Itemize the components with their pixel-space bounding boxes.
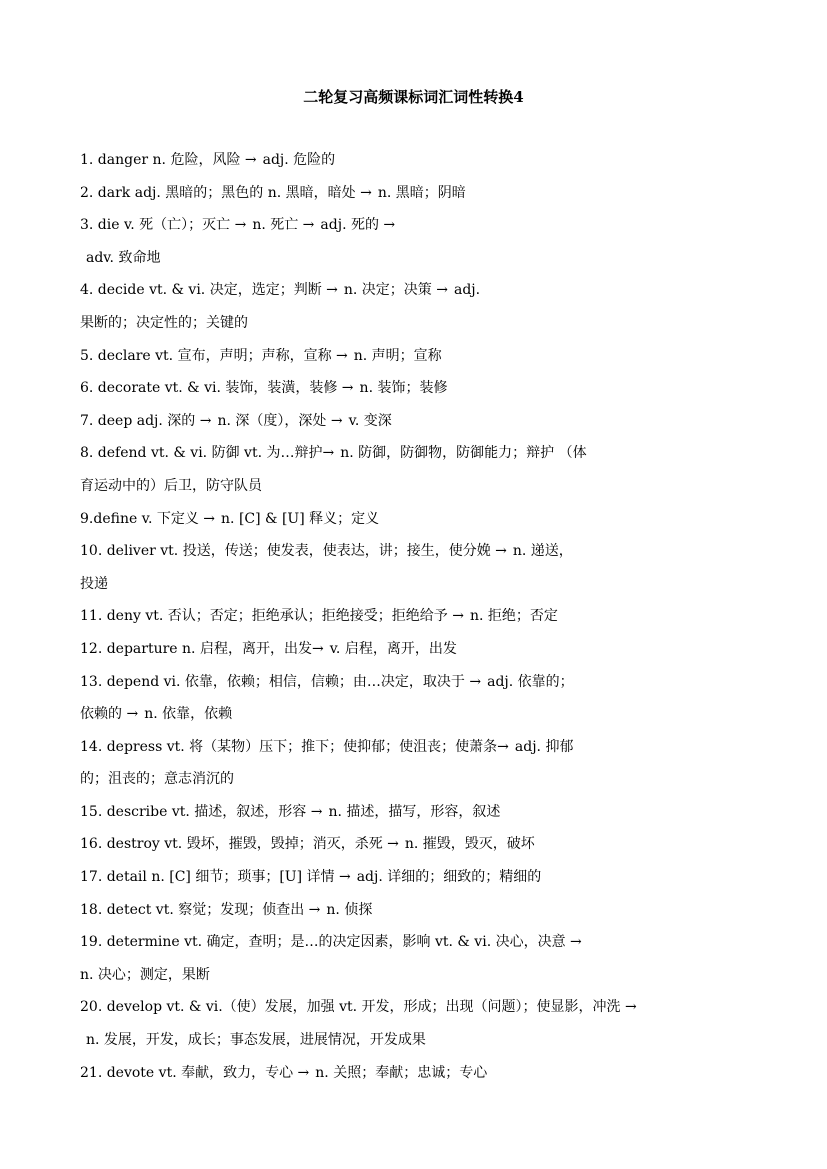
- vocab-line: [80, 343, 752, 376]
- vocab-text: n. 深（度），深处 →: [217, 412, 343, 429]
- vocab-list: [80, 147, 752, 1092]
- vocab-text: 18. detect vt. 察觉；发现；侦查出 →: [80, 901, 321, 918]
- vocab-text: v. 启程，离开，出发: [329, 640, 457, 657]
- vocab-line: [80, 473, 752, 506]
- vocab-line: [80, 799, 752, 832]
- vocab-line: [80, 506, 752, 539]
- vocab-text: adv. 致命地: [86, 249, 161, 266]
- vocab-line: [80, 245, 752, 278]
- vocab-text: n. 黑暗；阴暗: [377, 184, 466, 201]
- vocab-line: [80, 1027, 752, 1060]
- vocab-line: [80, 310, 752, 343]
- vocab-text: n. 死亡 →: [252, 217, 315, 234]
- vocab-text: n. 描述，描写，形容，叙述: [328, 803, 501, 820]
- vocab-text: n. 递送，: [512, 543, 573, 560]
- vocab-line: [80, 277, 752, 310]
- vocab-line: [80, 734, 752, 767]
- vocab-text: 的；沮丧的；意志消沉的: [80, 771, 234, 788]
- vocab-text: 果断的；决定性的；关键的: [80, 314, 248, 331]
- vocab-line: [80, 180, 752, 213]
- vocab-line: [80, 897, 752, 930]
- vocab-text: 投递: [80, 575, 108, 592]
- vocab-line: [80, 147, 752, 180]
- vocab-line: [80, 701, 752, 734]
- vocab-line: [80, 1060, 752, 1093]
- vocab-line: [80, 669, 752, 702]
- vocab-line: [80, 962, 752, 995]
- vocab-text: 8. defend vt. & vi. 防御 vt. 为…辩护→: [80, 445, 335, 462]
- vocab-text: adj. 死的 →: [320, 217, 396, 234]
- vocab-text: 19. determine vt. 确定，查明；是…的决定因素，影响 vt. & vi. 决心，决意 →: [80, 934, 582, 951]
- vocab-text: n. 依靠，依赖: [144, 706, 233, 723]
- vocab-line: [80, 440, 752, 473]
- vocab-text: 10. deliver vt. 投送，传送；使发表，使表达，讲；接生，使分娩 →: [80, 543, 507, 560]
- vocab-line: [80, 212, 752, 245]
- vocab-text: n. 侦探: [326, 901, 373, 918]
- vocab-line: [80, 538, 752, 571]
- vocab-text: n. 发展，开发，成长；事态发展，进展情况，开发成果: [86, 1032, 426, 1049]
- vocab-text: adj. 抑郁: [514, 738, 574, 755]
- vocab-text: n. 决心；测定，果断: [80, 966, 210, 983]
- vocab-line: [80, 603, 752, 636]
- vocab-text: 5. declare vt. 宣布，声明；声称，宣称 →: [80, 347, 348, 364]
- vocab-text: 7. deep adj. 深的 →: [80, 412, 212, 429]
- vocab-text: adj.: [454, 282, 481, 299]
- vocab-text: adj. 详细的；细致的；精细的: [356, 869, 542, 886]
- vocab-text: 依赖的 →: [80, 706, 139, 723]
- vocab-line: [80, 375, 752, 408]
- vocab-line: [80, 408, 752, 441]
- vocab-text: 21. devote vt. 奉献，致力，专心 →: [80, 1064, 310, 1081]
- vocab-line: [80, 831, 752, 864]
- vocab-text: 12. departure n. 启程，离开，出发→: [80, 640, 324, 657]
- vocab-text: 6. decorate vt. & vi. 装饰，装潢，装修 →: [80, 380, 354, 397]
- vocab-text: 11. deny vt. 否认；否定；拒绝承认；拒绝接受；拒绝给予 →: [80, 608, 464, 625]
- vocab-text: 9.define v. 下定义 →: [80, 510, 216, 527]
- vocab-line: [80, 929, 752, 962]
- vocab-line: [80, 571, 752, 604]
- vocab-text: 17. detail n. [C] 细节；琐事；[U] 详情 →: [80, 869, 351, 886]
- vocab-text: n. 摧毁，毁灭，破坏: [404, 836, 535, 853]
- page-title: 二轮复习高频课标词汇词性转换4: [303, 88, 524, 106]
- vocab-text: 2. dark adj. 黑暗的；黑色的 n. 黑暗，暗处 →: [80, 184, 372, 201]
- vocab-text: 15. describe vt. 描述，叙述，形容 →: [80, 803, 323, 820]
- vocab-text: 4. decide vt. & vi. 决定，选定；判断 →: [80, 282, 338, 299]
- vocab-line: [80, 864, 752, 897]
- vocab-text: 育运动中的）后卫，防守队员: [80, 477, 262, 494]
- vocab-text: 14. depress vt. 将（某物）压下；推下；使抑郁；使沮丧；使萧条→: [80, 738, 509, 755]
- vocab-text: 20. develop vt. & vi.（使）发展，加强 vt. 开发，形成；出现（问题）；使显影，冲洗 →: [80, 999, 637, 1016]
- vocab-text: 13. depend vi. 依靠，依赖；相信，信赖；由…决定，取决于 →: [80, 673, 482, 690]
- vocab-text: n. 关照；奉献；忠诚；专心: [315, 1064, 488, 1081]
- vocab-line: [80, 636, 752, 669]
- vocab-text: n. 拒绝；否定: [469, 608, 558, 625]
- vocab-line: [80, 994, 752, 1027]
- vocab-text: 1. danger n. 危险，风险 →: [80, 152, 257, 168]
- vocab-text: n. 声明；宣称: [353, 347, 442, 364]
- vocab-text: n. 防御，防御物，防御能力；辩护 （体: [340, 445, 587, 462]
- vocab-text: adj. 依靠的；: [487, 673, 574, 690]
- vocab-text: n. 装饰；装修: [359, 380, 448, 397]
- vocab-text: 16. destroy vt. 毁坏，摧毁，毁掉；消灭，杀死 →: [80, 836, 399, 853]
- vocab-text: v. 变深: [348, 412, 392, 429]
- vocab-text: 3. die v. 死（亡）；灭亡 →: [80, 217, 247, 234]
- vocab-text: n. [C] & [U] 释义；定义: [221, 510, 380, 527]
- vocab-text: adj. 危险的: [262, 152, 336, 168]
- vocab-text: n. 决定；决策 →: [343, 282, 448, 299]
- vocab-line: [80, 766, 752, 799]
